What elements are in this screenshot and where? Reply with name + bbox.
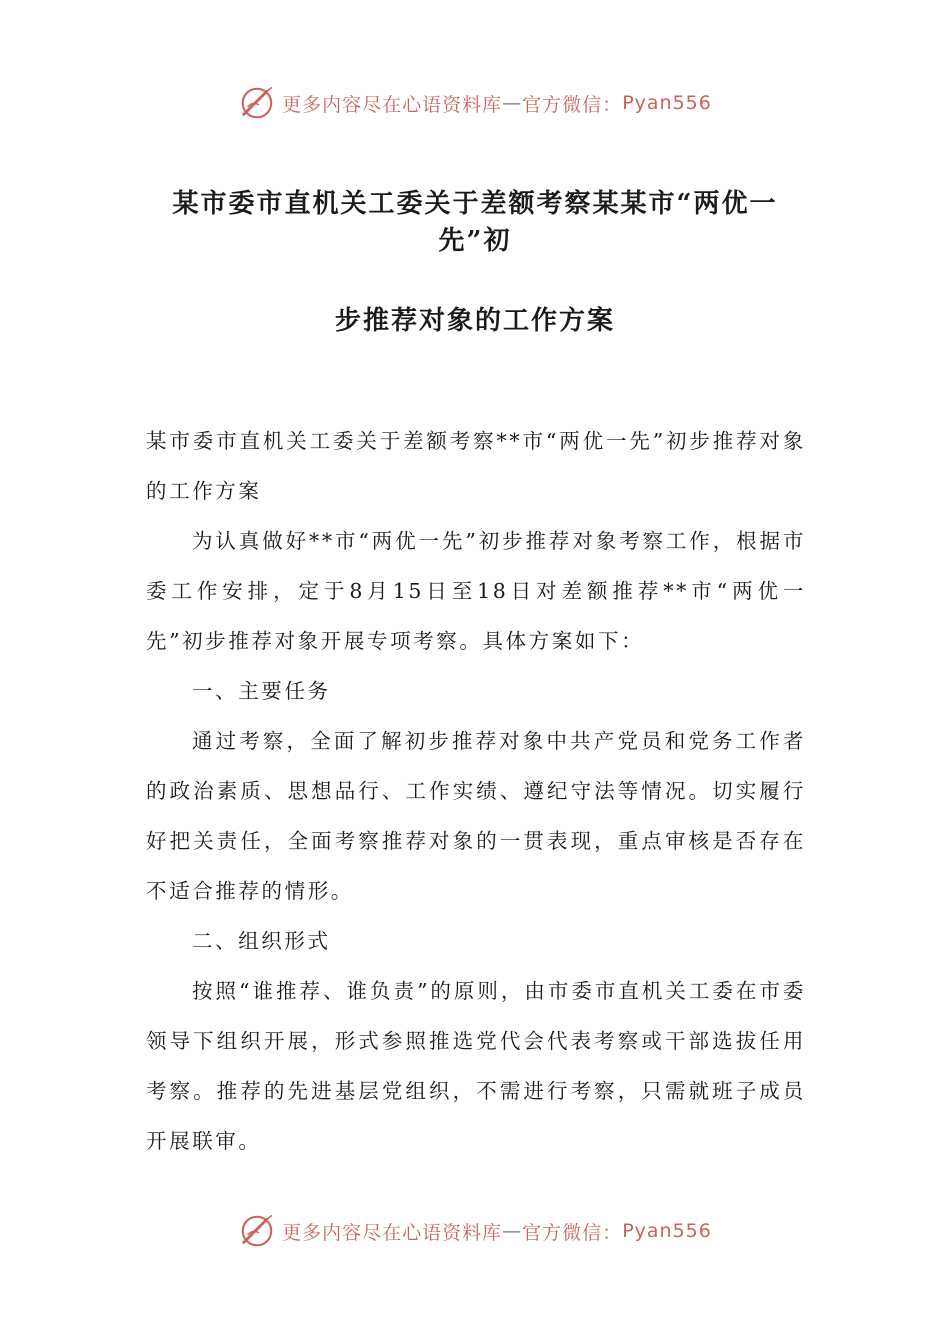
- watermark-text: 更多内容尽在心语资料库: [282, 1221, 503, 1244]
- watermark-wechat-label: 官方微信：: [522, 93, 623, 116]
- intro-paragraph: 为认真做好**市“两优一先”初步推荐对象考察工作，根据市委工作安排，定于8月15日至18日对差额推荐**市“两优一先”初步推荐对象开展专项考察。具体方案如下：: [146, 529, 806, 653]
- watermark-wechat-label: 官方微信：: [522, 1221, 623, 1244]
- pen-logo-icon: [238, 1212, 276, 1250]
- watermark-separator: —: [502, 92, 523, 114]
- watermark-text: 更多内容尽在心语资料库: [282, 93, 503, 116]
- footer-watermark: [0, 1212, 950, 1250]
- header-watermark: [0, 84, 950, 122]
- document-body: [146, 416, 806, 1166]
- watermark-wechat-id: Pyan556: [622, 1220, 712, 1242]
- pen-logo-icon: [238, 84, 276, 122]
- section-heading-1: 一、主要任务: [192, 679, 331, 703]
- document-title-line-2: 步推荐对象的工作方案: [334, 306, 615, 336]
- section-heading-2: 二、组织形式: [192, 929, 331, 953]
- document-title-line-1: 某市委市直机关工委关于差额考察某某市“两优一先”初: [172, 189, 778, 256]
- watermark-wechat-id: Pyan556: [622, 92, 712, 114]
- section-1-paragraph: 通过考察，全面了解初步推荐对象中共产党员和党务工作者的政治素质、思想品行、工作实绩、遵纪守法等情况。切实履行好把关责任，全面考察推荐对象的一贯表现，重点审核是否存在不适合推荐的情形。: [146, 729, 806, 903]
- body-heading-paragraph: 某市委市直机关工委关于差额考察**市“两优一先”初步推荐对象的工作方案: [146, 429, 806, 503]
- watermark-separator: —: [502, 1220, 523, 1242]
- section-2-paragraph: 按照“谁推荐、谁负责”的原则，由市委市直机关工委在市委领导下组织开展，形式参照推选党代会代表考察或干部选拔任用考察。推荐的先进基层党组织，不需进行考察，只需就班子成员开展联审。: [146, 979, 806, 1153]
